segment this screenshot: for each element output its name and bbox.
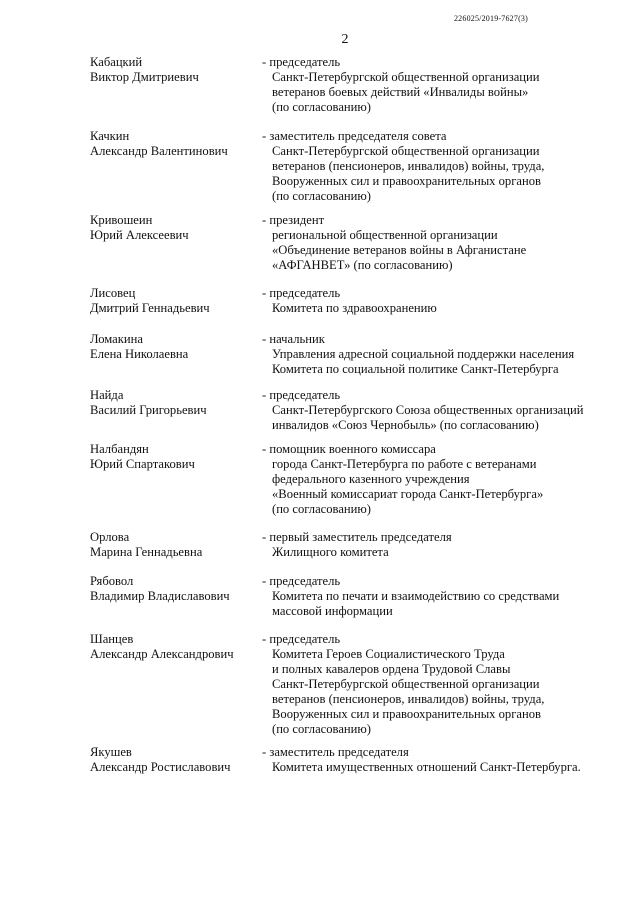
role-organization-line: «АФГАНВЕТ» (по согласованию) (272, 258, 453, 272)
member-surname: Якушев (90, 745, 132, 759)
role-title: - первый заместитель председателя (262, 530, 452, 544)
member-given-names: Владимир Владиславович (90, 589, 230, 603)
role-organization-line: Санкт-Петербургской общественной организации (272, 677, 540, 691)
role-organization-line: Санкт-Петербургской общественной организации (272, 70, 540, 84)
role-title: - председатель (262, 388, 341, 402)
role-organization-line: Комитета имущественных отношений Санкт-Петербурга. (272, 760, 581, 774)
member-role (262, 745, 612, 775)
member-name (90, 388, 260, 418)
role-organization-line: ветеранов (пенсионеров, инвалидов) войны, труда, (272, 159, 545, 173)
role-organization-line: и полных кавалеров ордена Трудовой Славы (272, 662, 511, 676)
member-role (262, 286, 612, 316)
role-organization-line: Комитета по здравоохранению (272, 301, 437, 315)
role-organization-line: Санкт-Петербургской общественной организации (272, 144, 540, 158)
role-organization-line: «Объединение ветеранов войны в Афганистане (272, 243, 527, 257)
role-organization-line: (по согласованию) (272, 722, 372, 736)
role-organization-line: (по согласованию) (272, 189, 372, 203)
role-title: - председатель (262, 574, 341, 588)
role-organization-line: Управления адресной социальной поддержки населения (272, 347, 575, 361)
role-organization-line: федерального казенного учреждения (272, 472, 470, 486)
role-title: - заместитель председателя (262, 745, 409, 759)
member-given-names: Марина Геннадьевна (90, 545, 203, 559)
member-given-names: Елена Николаевна (90, 347, 189, 361)
role-organization-line: «Военный комиссариат города Санкт-Петербурга» (272, 487, 544, 501)
member-role (262, 388, 612, 433)
member-name (90, 213, 260, 243)
member-surname: Орлова (90, 530, 130, 544)
document-id: 226025/2019-7627(3) (453, 14, 528, 23)
member-surname: Налбандян (90, 442, 149, 456)
member-role (262, 574, 612, 619)
member-given-names: Дмитрий Геннадьевич (90, 301, 210, 315)
member-surname: Качкин (90, 129, 130, 143)
member-role (262, 55, 612, 115)
member-name (90, 530, 260, 560)
page-number: 2 (341, 32, 349, 47)
role-organization-line: (по согласованию) (272, 100, 372, 114)
role-title: - президент (262, 213, 325, 227)
role-title: - председатель (262, 286, 341, 300)
role-organization-line: Жилищного комитета (272, 545, 389, 559)
member-name (90, 55, 260, 85)
member-given-names: Юрий Алексеевич (90, 228, 189, 242)
member-role (262, 213, 612, 273)
member-name (90, 745, 260, 775)
role-title: - помощник военного комиссара (262, 442, 436, 456)
member-role (262, 332, 612, 377)
member-name (90, 442, 260, 472)
member-role (262, 530, 612, 560)
member-surname: Найда (90, 388, 124, 402)
member-name (90, 332, 260, 362)
role-organization-line: Комитета по социальной политике Санкт-Петербурга (272, 362, 559, 376)
member-surname: Рябовол (90, 574, 134, 588)
role-title: - заместитель председателя совета (262, 129, 447, 143)
role-organization-line: Комитета Героев Социалистического Труда (272, 647, 505, 661)
role-organization-line: ветеранов (пенсионеров, инвалидов) войны, труда, (272, 692, 545, 706)
role-organization-line: региональной общественной организации (272, 228, 498, 242)
member-given-names: Александр Валентинович (90, 144, 228, 158)
member-surname: Кабацкий (90, 55, 143, 69)
member-role (262, 632, 612, 737)
member-given-names: Василий Григорьевич (90, 403, 207, 417)
member-given-names: Виктор Дмитриевич (90, 70, 199, 84)
member-name (90, 574, 260, 604)
member-surname: Лисовец (90, 286, 136, 300)
member-surname: Кривошеин (90, 213, 153, 227)
member-given-names: Александр Ростиславович (90, 760, 231, 774)
role-title: - начальник (262, 332, 325, 346)
member-role (262, 129, 612, 204)
role-organization-line: города Санкт-Петербурга по работе с ветеранами (272, 457, 537, 471)
member-name (90, 286, 260, 316)
member-name (90, 632, 260, 662)
role-organization-line: (по согласованию) (272, 502, 372, 516)
member-given-names: Юрий Спартакович (90, 457, 195, 471)
role-organization-line: Вооруженных сил и правоохранительных органов (272, 174, 541, 188)
member-given-names: Александр Александрович (90, 647, 234, 661)
member-surname: Ломакина (90, 332, 143, 346)
role-organization-line: массовой информации (272, 604, 393, 618)
member-role (262, 442, 612, 517)
role-organization-line: Вооруженных сил и правоохранительных органов (272, 707, 541, 721)
role-organization-line: Комитета по печати и взаимодействию со средствами (272, 589, 560, 603)
role-organization-line: ветеранов боевых действий «Инвалиды войны» (272, 85, 529, 99)
role-title: - председатель (262, 632, 341, 646)
role-organization-line: инвалидов «Союз Чернобыль» (по согласованию) (272, 418, 539, 432)
member-surname: Шанцев (90, 632, 134, 646)
member-name (90, 129, 260, 159)
role-organization-line: Санкт-Петербургского Союза общественных организаций (272, 403, 584, 417)
role-title: - председатель (262, 55, 341, 69)
